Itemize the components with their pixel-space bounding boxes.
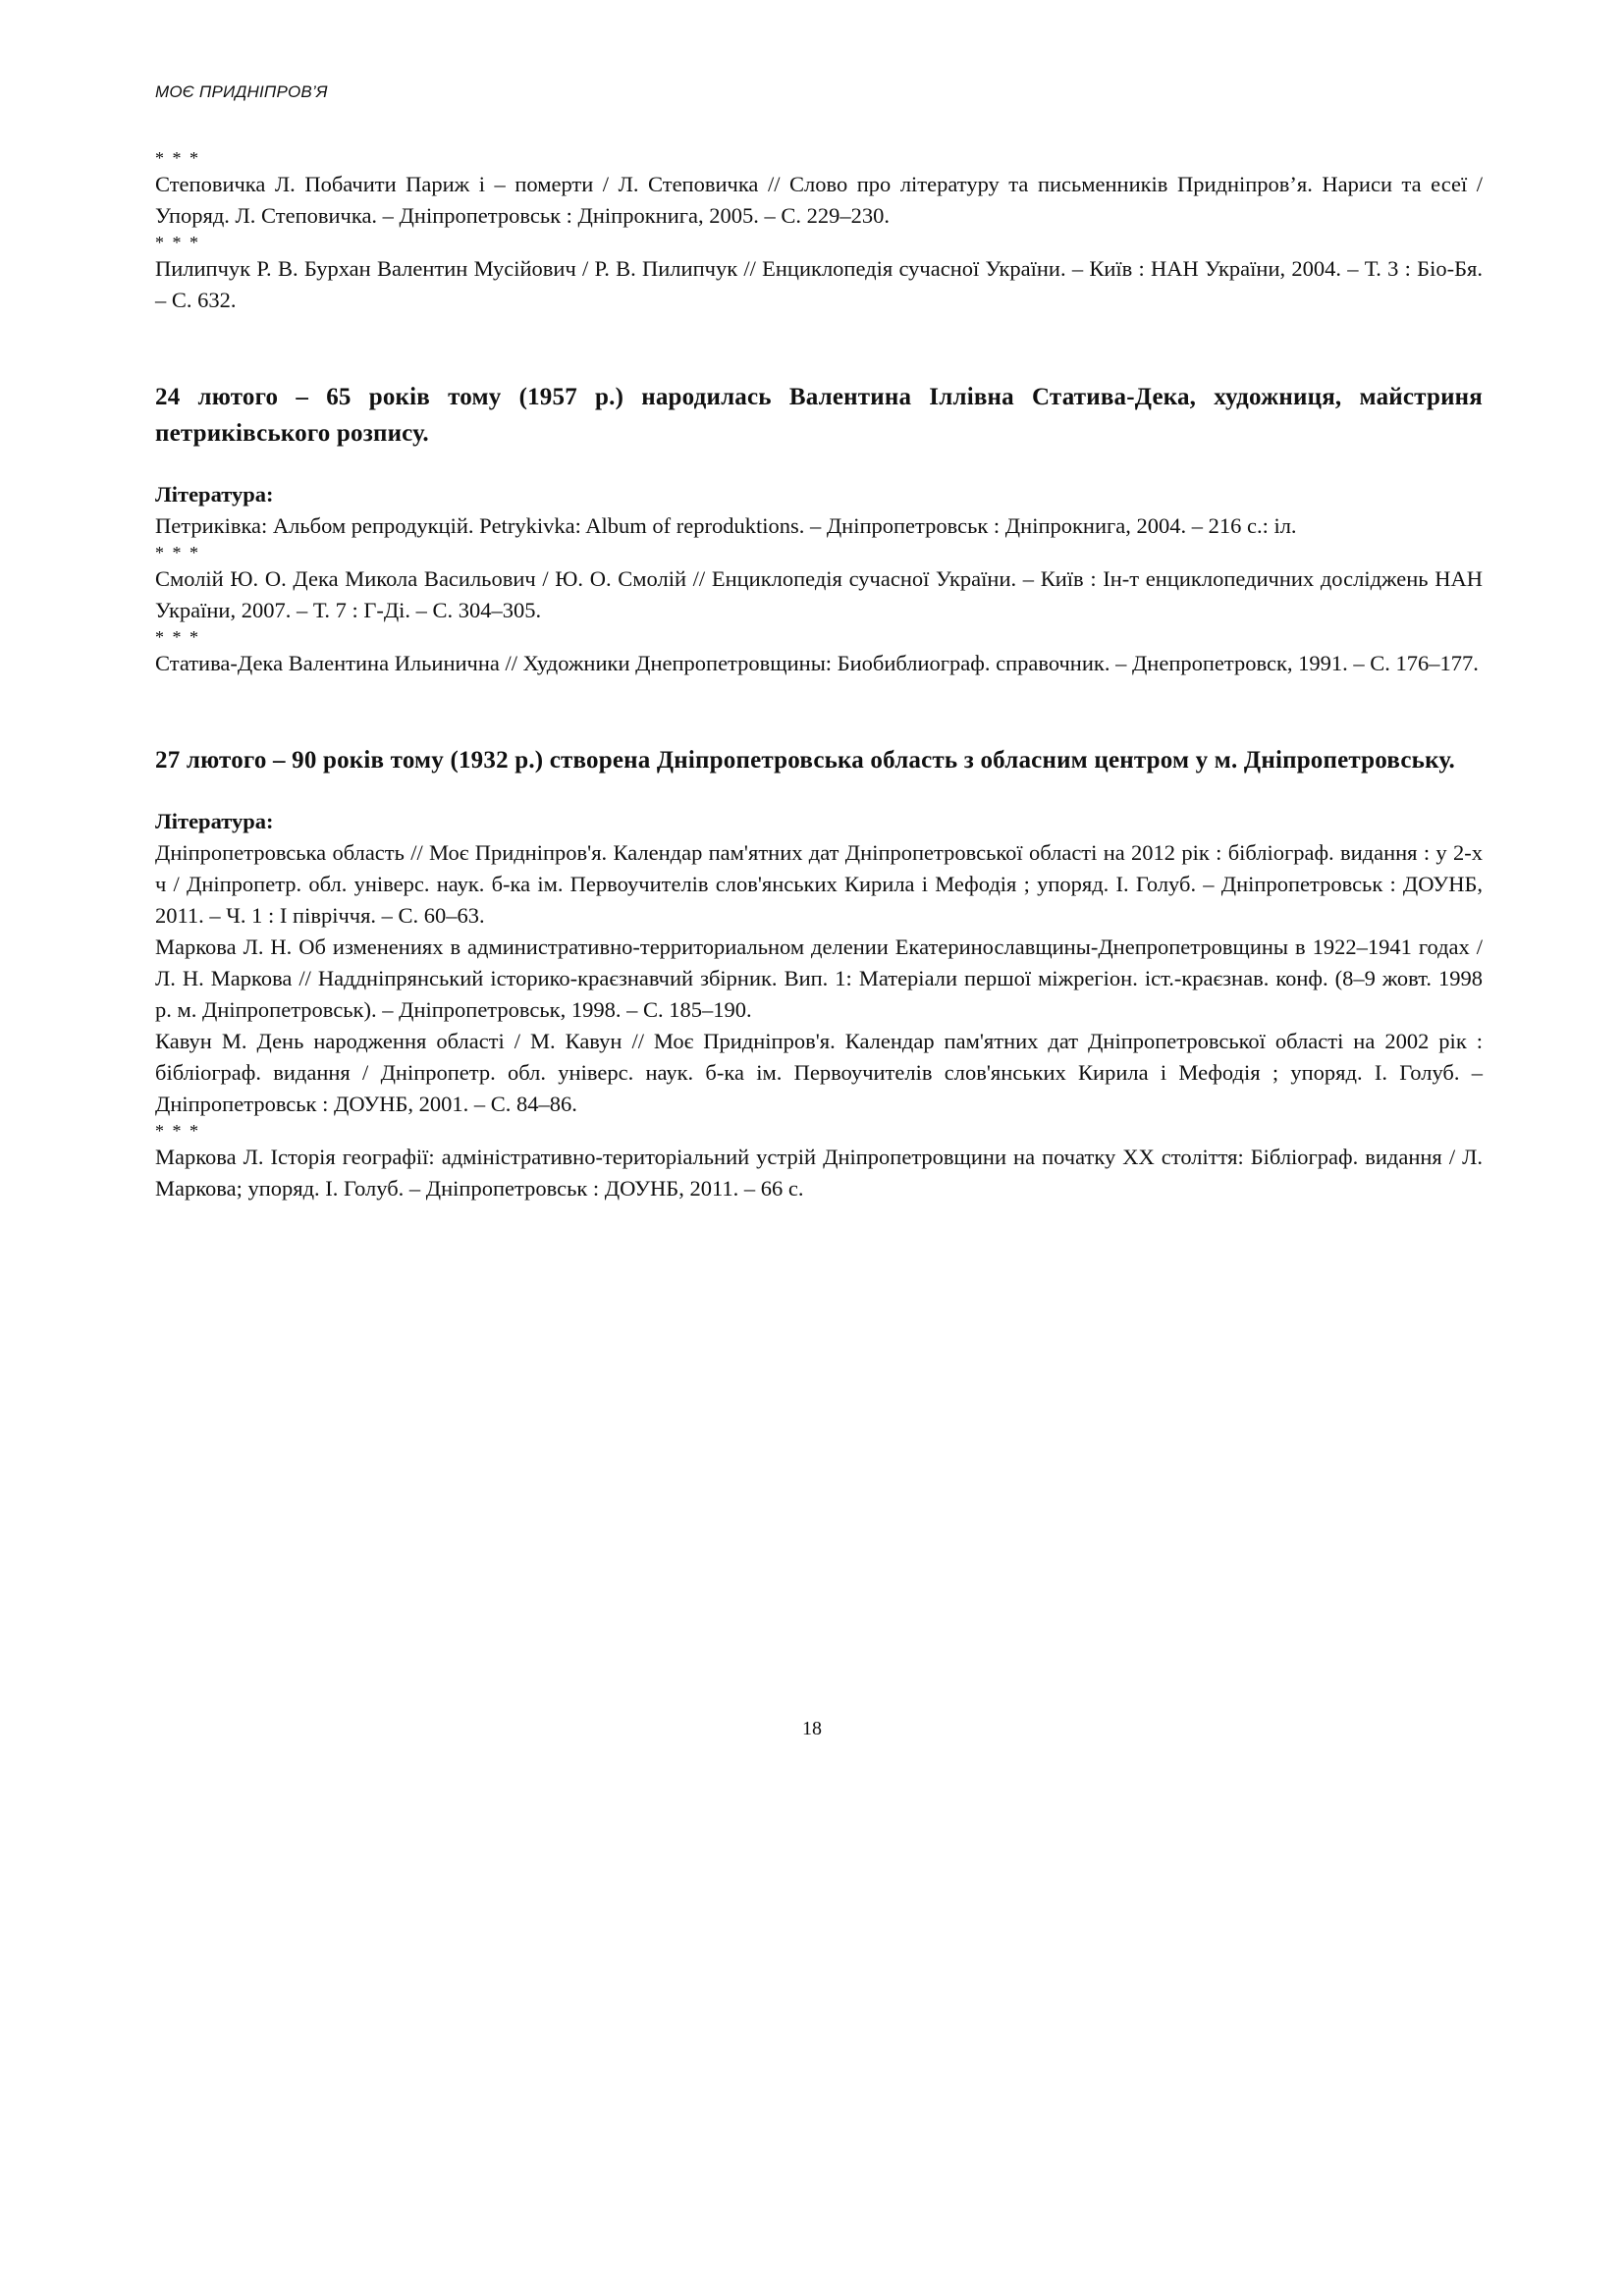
bibliography-entry: Смолій Ю. О. Дека Микола Васильович / Ю. О. Смолій // Енциклопедія сучасної України. – Київ : Ін-т енциклопедичних досліджень НАН України, 2007. – Т. 7 : Г-Ді. – С. 304–305.: [155, 566, 1483, 622]
event-section-2: [155, 742, 1483, 1204]
page-content: [155, 147, 1483, 1204]
page-number: 18: [802, 1718, 822, 1739]
bibliography-entry: Статива-Дека Валентина Ильинична // Художники Днепропетровщины: Биобиблиограф. справочник. – Днепропетровск, 1991. – С. 176–177.: [155, 651, 1479, 675]
bibliography-entry: Маркова Л. Н. Об изменениях в административно-территориальном делении Екатеринославщины-Днепропетровщины в 1922–1941 годах / Л. Н. Маркова // Наддніпрянський історико-краєзнавчий збірник. Вип. 1: Матеріали першої міжрегіон. іст.-краєзнав. конф. (8–9 жовт. 1998 р. м. Дніпропетровськ). – Дніпропетровськ, 1998. – С. 185–190.: [155, 934, 1483, 1022]
bibliography-entry: Степовичка Л. Побачити Париж і – померти / Л. Степовичка // Слово про літературу та письменників Придніпров’я. Нариси та есеї / Упоряд. Л. Степовичка. – Дніпропетровськ : Дніпрокнига, 2005. – С. 229–230.: [155, 172, 1483, 228]
bibliography-entry: Кавун М. День народження області / М. Кавун // Моє Придніпров'я. Календар пам'ятних дат Дніпропетровської області на 2002 рік : бібліограф. видання / Дніпропетр. обл. універс. наук. б-ка ім. Первоучителів слов'янських Кирила і Мефодія ; упоряд. І. Голуб. – Дніпропетровськ : ДОУНБ, 2001. – С. 84–86.: [155, 1029, 1483, 1116]
bibliography-entry: Маркова Л. Історія географії: адміністративно-територіальний устрій Дніпропетровщини на початку XX століття: Бібліограф. видання / Л. Маркова; упоряд. І. Голуб. – Дніпропетровськ : ДОУНБ, 2011. – 66 с.: [155, 1145, 1483, 1201]
bibliography-entry: Петриківка: Альбом репродукцій. Petrykivka: Album of reproduktions. – Дніпропетровськ : Дніпрокнига, 2004. – 216 с.: іл.: [155, 513, 1297, 538]
bibliography-entry: Дніпропетровська область // Моє Придніпров'я. Календар пам'ятних дат Дніпропетровської області на 2012 рік : бібліограф. видання : у 2-х ч / Дніпропетр. обл. універс. наук. б-ка ім. Первоучителів слов'янських Кирила і Мефодія ; упоряд. І. Голуб. – Дніпропетровськ : ДОУНБ, 2011. – Ч. 1 : І півріччя. – С. 60–63.: [155, 840, 1483, 928]
literature-label: Література:: [155, 482, 274, 507]
separator: * * *: [155, 1121, 200, 1141]
literature-label: Література:: [155, 809, 274, 833]
running-header: МОЄ ПРИДНІПРОВ’Я: [155, 82, 328, 101]
separator: * * *: [155, 543, 200, 562]
bibliography-entry: Пилипчук Р. В. Бурхан Валентин Мусійович / Р. В. Пилипчук // Енциклопедія сучасної України. – Київ : НАН України, 2004. – Т. 3 : Біо-Бя. – С. 632.: [155, 256, 1483, 312]
separator: * * *: [155, 233, 200, 252]
separator: * * *: [155, 627, 200, 647]
event-heading: 24 лютого – 65 років тому (1957 р.) народилась Валентина Іллівна Статива-Дека, художниця, майстриня петриківського розпису.: [155, 384, 1483, 447]
separator: * * *: [155, 148, 200, 168]
intro-block: [155, 147, 1483, 316]
event-section-1: [155, 379, 1483, 679]
event-heading: 27 лютого – 90 років тому (1932 р.) створена Дніпропетровська область з обласним центром у м. Дніпропетровську.: [155, 747, 1455, 774]
